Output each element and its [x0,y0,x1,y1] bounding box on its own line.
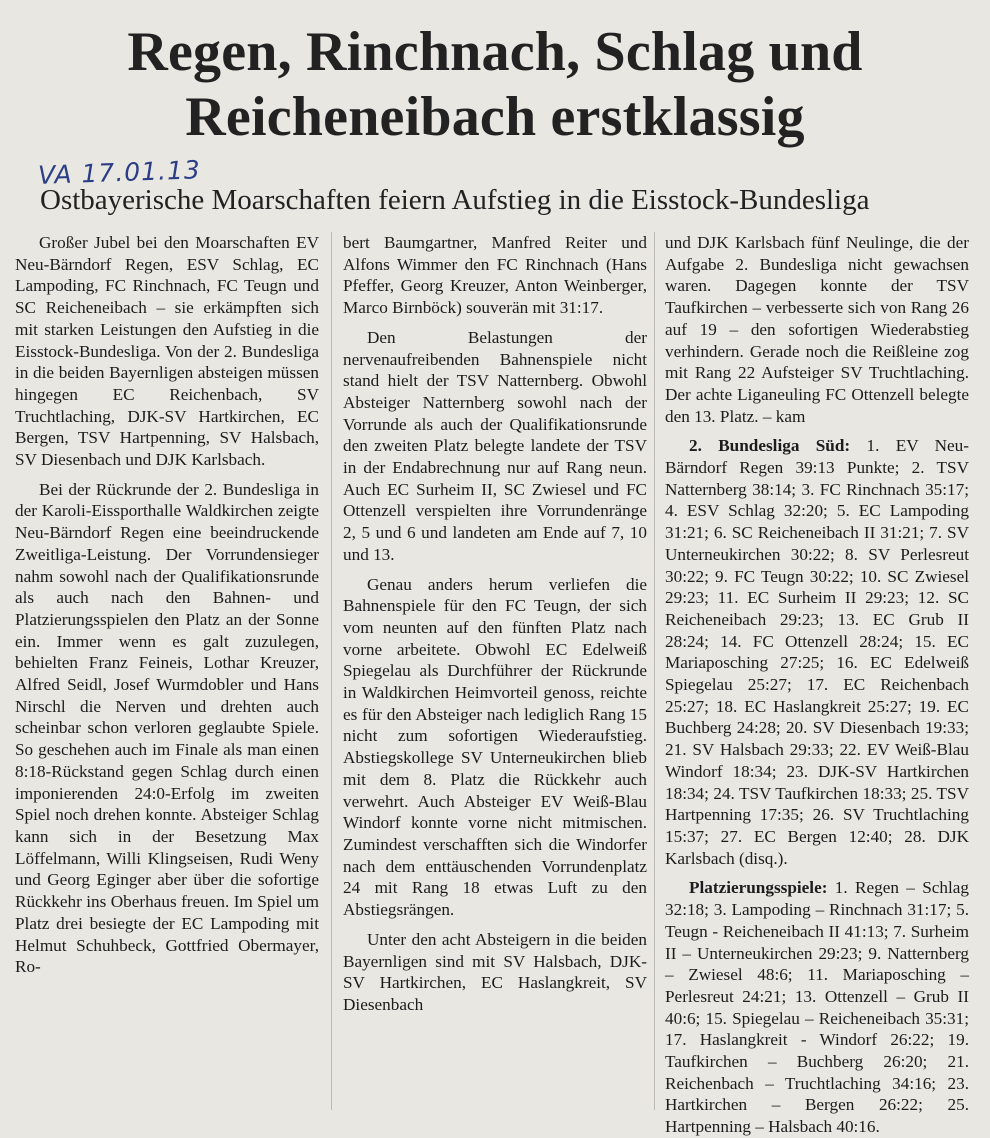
article-column-2 [343,232,647,1016]
paragraph [665,232,969,427]
paragraph: Den Belastungen der nervenaufreibenden Bahnenspiele nicht stand hielt der TSV Natternberg. Obwohl Absteiger Natternberg sowohl nach der Vorrunde als auch der Qualifikationsrunde den zweiten Platz belegte landete der TSV in der Endabrechnung nur auf Rang neun. Auch EC Surheim II, SC Zwiesel und FC Ottenzell verspielten ihre Vorrundenränge 2, 5 und 6 und landeten am Ende auf 7, 10 und 13. [343,327,647,564]
placement-paragraph [665,877,969,1137]
standings-label: 2. Bundesliga Süd: [689,436,851,456]
paragraph: bert Baumgartner, Manfred Reiter und Alfons Wimmer den FC Rinchnach (Hans Pfeffer, Georg Kreuzer, Anton Weinberger, Marco Birnböck) souverän mit 31:17. [343,233,647,318]
paragraph-text: und DJK Karlsbach fünf Neulinge, die der Aufgabe 2. Bundesliga nicht gewachsen waren. Dagegen konnte der TSV Taufkirchen – verbesserte sich von Rang 26 auf 19 – den sofortigen Wiederabstieg verhindern. Gerade noch die Reißleine zog mit Rang 22 Aufsteiger SV Truchtlaching. Der achte Liganeuling FC Ottenzell belegte den 13. Platz. [665,233,969,426]
placement-text: 1. Regen – Schlag 32:18; 3. Lampoding – Rinchnach 31:17; 5. Teugn - Reicheneibach II 41:13; 7. Surheim II – Unterneukirchen 29:23; 9. Natternberg – Zwiesel 48:6; 11. Mariaposching – Perlesreut 24:21; 13. Ottenzell – Grub II 40:6; 15. Spiegelau – Reicheneibach 35:31; 17. Haslangkreit - Windorf 26:22; 19. Taufkirchen – Buchberg 26:20; 21. Reichenbach – Truchtlaching 34:16; 23. Hartkirchen – Bergen 26:22; 25. Hartpenning – Halsbach 40:16. [665,878,969,1137]
article-column-1 [15,232,319,978]
article-column-3 [665,232,969,1138]
subheadline: Ostbayerische Moarschaften feiern Aufstieg in die Eisstock-Bundesliga [40,184,870,216]
paragraph: Genau anders herum verliefen die Bahnenspiele für den FC Teugn, der sich vom neunten auf den fünften Platz nach vorne arbeitete. Obwohl EC Edelweiß Spiegelau als Durchführer der Rückrunde in Waldkirchen Heimvorteil genoss, reichte es für den Absteiger nach lediglich Rang 15 nicht zum sofortigen Wiederaufstieg. Abstiegskollege SV Unterneukirchen blieb mit dem 8. Platz die Rückkehr auch verwehrt. Auch Absteiger EV Weiß-Blau Windorf konnte vorne nicht mitmischen. Zumindest verschafften sich die Windorfer nach dem enttäuschenden Vorrundenplatz 24 mit Rang 18 etwas Luft zu den Abstiegsrängen. [343,574,647,920]
headline-line-2: Reicheneibach erstklassig [185,86,805,148]
column-divider [654,232,655,1110]
standings-text: 1. EV Neu-Bärndorf Regen 39:13 Punkte; 2. TSV Natternberg 38:14; 3. FC Rinchnach 35:17; 4. ESV Schlag 32:20; 5. EC Lampoding 31:21; 6. SC Reicheneibach II 31:21; 7. SV Unterneukirchen 30:22; 8. SV Perlesreut 30:22; 9. FC Teugn 30:22; 10. SC Zwiesel 29:23; 11. EC Surheim II 29:23; 12. SC Reicheneibach 29:23; 13. EC Grub II 28:24; 14. FC Ottenzell 28:24; 15. EC Mariaposching 27:25; 16. EC Edelweiß Spiegelau 25:27; 17. EC Reichenbach 25:27; 18. EC Haslangkreit 25:27; 19. EC Buchberg 24:28; 20. SV Diesenbach 19:33; 21. SV Halsbach 29:33; 22. EV Weiß-Blau Windorf 18:34; 23. DJK-SV Hartkirchen 18:34; 24. TSV Taufkirchen 18:33; 25. TSV Hartpenning 17:35; 26. SV Truchtlaching 15:37; 27. EC Bergen 12:40; 28. DJK Karlsbach (disq.). [665,436,969,868]
headline-line-1: Regen, Rinchnach, Schlag und [127,21,863,83]
paragraph: Unter den acht Absteigern in die beiden Bayernligen sind mit SV Halsbach, DJK-SV Hartkirchen, EC Haslangkreit, SV Diesenbach [343,929,647,1014]
column-divider [331,232,332,1110]
author-tag: – kam [762,406,806,426]
placement-label: Platzierungsspiele: [689,878,828,898]
standings-paragraph [665,435,969,869]
paragraph: Bei der Rückrunde der 2. Bundesliga in der Karoli-Eissporthalle Waldkirchen zeigte Neu-Bärndorf Regen eine beeindruckende Zweitliga-Leistung. Der Vorrundensieger nahm sowohl nach der Qualifikationsrunde als auch nach den Bahnen- und Platzierungsspielen den Platz an der Sonne ein. Immer wenn es galt zuzulegen, behielten Franz Feineis, Lothar Kreuzer, Alfred Seidl, Josef Wurmdobler und Hans Nirschl die Nerven und drehten auch scheinbar schon verloren geglaubte Spiele. So geschehen auch im Finale als man einen 8:18-Rückstand gegen Schlag durch einen imponierenden 24:0-Erfolg im zweiten Spiel noch drehen konnte. Absteiger Schlag kann sich in der Besetzung Max Löffelmann, Willi Klingseisen, Rudi Weny und Georg Eginger aber über die sofortige Rückkehr ins Oberhaus freuen. Im Spiel um Platz drei besiegte der EC Lampoding mit Helmut Schuhbeck, Gottfried Obermayer, Ro- [15,479,319,977]
handwritten-date-note: VA 17.01.13 [37,155,202,190]
headline [10,20,980,150]
paragraph: Großer Jubel bei den Moarschaften EV Neu-Bärndorf Regen, ESV Schlag, EC Lampoding, FC Rinchnach, FC Teugn und SC Reicheneibach – sie erkämpften sich mit starken Leistungen den Aufstieg in die Eisstock-Bundesliga. Von der 2. Bundesliga in die beiden Bayernligen absteigen müssen hingegen EC Reichenbach, SV Truchtlaching, DJK-SV Hartkirchen, EC Bergen, TSV Hartpenning, SV Halsbach, SV Diesenbach und DJK Karlsbach. [15,233,319,470]
